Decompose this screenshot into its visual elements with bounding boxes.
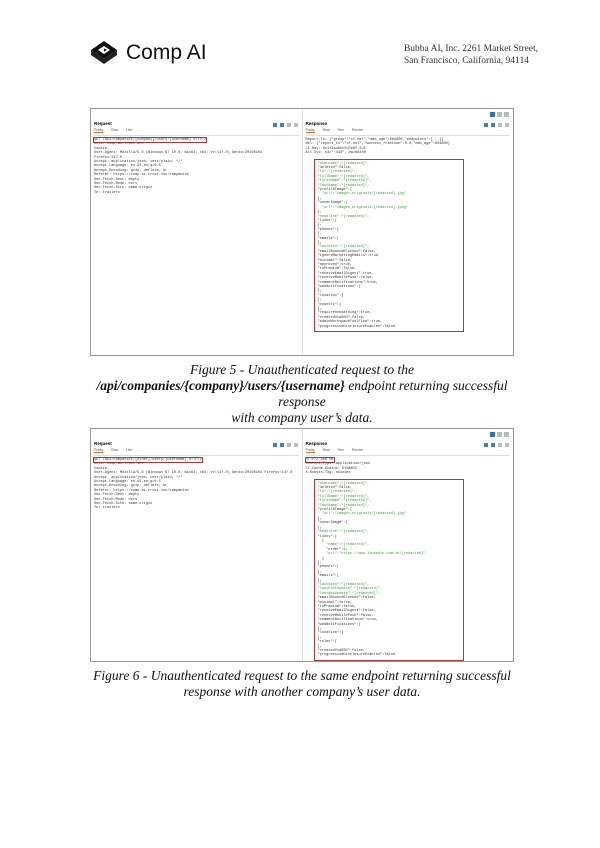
request-line: Accept-Language: en-US,en;q=0.5 xyxy=(94,480,161,485)
menu-icon[interactable] xyxy=(505,443,509,447)
search-icon[interactable] xyxy=(273,123,277,127)
tab-render[interactable]: Render xyxy=(351,448,364,452)
tab-hex[interactable]: Hex xyxy=(337,448,344,452)
json-line: "createdViaSSO":false, xyxy=(317,315,365,320)
json-line: "country":[ xyxy=(317,302,342,307)
json-line: "firstName":"[redacted]", xyxy=(317,499,372,504)
json-line: "deleted":false, xyxy=(317,166,353,171)
json-line: "commentNotifications":true, xyxy=(317,618,378,623)
response-pane xyxy=(302,429,514,661)
json-line: "lastName":"[redacted]", xyxy=(317,183,370,188)
json-line: "adminWorkspaceToolFlow":true, xyxy=(317,320,383,325)
json-line: "webNotifications":[ xyxy=(317,622,361,627)
response-title: Response xyxy=(305,121,328,126)
json-line: ], xyxy=(317,560,322,565)
request-tabs xyxy=(94,446,299,456)
json-line: ], xyxy=(317,627,322,632)
request-pane xyxy=(91,429,302,661)
request-line: GET /api/companies/{other}/users/{username} HTTP/2 xyxy=(94,458,202,462)
request-line: Sec-Fetch-Mode: cors xyxy=(94,497,138,502)
response-header-line: HTTP/2 200 OK xyxy=(305,458,334,462)
tab-raw[interactable]: Raw xyxy=(322,128,330,132)
tab-hex[interactable]: Hex xyxy=(337,128,344,132)
caption-suffix: endpoint returning successful response xyxy=(278,378,508,409)
response-tabs xyxy=(306,446,511,456)
response-title: Response xyxy=(305,441,328,446)
json-line: ], xyxy=(317,232,322,237)
pretty-toggle-icon[interactable] xyxy=(491,443,495,447)
figure-5-screenshot xyxy=(90,108,514,356)
json-line: "coverImage":{ xyxy=(317,201,348,206)
request-line: Sec-Fetch-Mode: cors xyxy=(94,182,138,187)
request-code xyxy=(94,138,299,195)
json-line: "id":"[redacted]", xyxy=(317,490,357,495)
json-line: "location":[ xyxy=(317,631,344,636)
json-line: }, xyxy=(317,196,322,201)
wrap-icon[interactable] xyxy=(498,443,502,447)
json-line: "emailBounceBlocked":false, xyxy=(317,596,376,601)
response-tabs xyxy=(306,126,511,136)
request-line: Sec-Fetch-Dest: empty xyxy=(94,177,140,182)
json-line: ], xyxy=(317,644,322,649)
json-line: "coverImage":{ xyxy=(317,521,348,526)
json-line: "username":"[redacted]", xyxy=(317,161,370,166)
response-json-highlight xyxy=(314,159,464,332)
editor-toolbar xyxy=(273,123,298,127)
request-title: Request xyxy=(94,441,112,446)
response-header-line: X-Robots-Tag: noindex xyxy=(305,471,351,476)
request-pane xyxy=(91,109,302,355)
json-line: "links":[ xyxy=(317,534,337,539)
json-line: "order":1, xyxy=(317,547,348,552)
request-line: Sec-Fetch-Dest: empty xyxy=(94,493,140,498)
split-view-icon[interactable] xyxy=(490,112,495,117)
menu-icon[interactable] xyxy=(294,123,298,127)
single-view-icon[interactable] xyxy=(504,112,509,117)
json-line: "firstName":"[redacted]", xyxy=(317,179,372,184)
tab-hex[interactable]: Hex xyxy=(126,448,133,452)
response-header-line: Alt-Svc: h3=":443"; ma=86400 xyxy=(305,151,366,156)
json-line: "minimal":false, xyxy=(317,600,353,605)
json-line: ], xyxy=(317,289,322,294)
json-line: "phones":[ xyxy=(317,227,340,232)
json-line: "profileImage":{ xyxy=(317,508,353,513)
json-line: "url":"images_originals/[redacted].jpg" xyxy=(317,192,406,197)
json-line: { xyxy=(317,538,324,543)
figure-6-caption xyxy=(90,668,514,700)
json-line: "profileImage":{ xyxy=(317,188,353,193)
wrap-icon[interactable] xyxy=(287,443,291,447)
json-line: ], xyxy=(317,223,322,228)
response-json-highlight xyxy=(314,479,464,661)
logo-text: Comp AI xyxy=(126,41,207,64)
json-line: "receiveEmailDigest":true, xyxy=(317,271,374,276)
json-line: "approved":true, xyxy=(317,262,353,267)
request-line: Cookie: xyxy=(94,466,110,471)
json-line: "lastSeen":"[redacted]", xyxy=(317,582,370,587)
json-line: "commentNotifications":true, xyxy=(317,280,378,285)
json-line: "progressiveDisclosureEnabled":false xyxy=(317,653,396,658)
search-icon[interactable] xyxy=(484,123,488,127)
menu-icon[interactable] xyxy=(505,123,509,127)
request-line: Accept: application/json, text/plain, */* xyxy=(94,160,183,165)
request-line: Accept-Encoding: gzip, deflate, br xyxy=(94,484,168,489)
json-line: } xyxy=(317,556,324,561)
json-line: ], xyxy=(317,307,322,312)
response-header-line: Nel: {"report_to":"cf-nel","success_fraction":0.0,"max_age":604800} xyxy=(305,142,450,147)
response-header-line: Cf-Cache-Status: DYNAMIC xyxy=(305,466,358,471)
json-line: "minimal":false, xyxy=(317,258,353,263)
request-title: Request xyxy=(94,121,112,126)
request-code xyxy=(94,458,299,511)
json-line: "isPremium":false, xyxy=(317,267,357,272)
request-line: Host: comp-ai.trust.inc xyxy=(94,142,144,147)
response-header-line: Cf-Ray: 9c1f2a4b5c6d7e8f-SJC xyxy=(305,146,366,151)
json-line: "phones":[ xyxy=(317,565,340,570)
tab-raw[interactable]: Raw xyxy=(111,448,119,452)
caption-line-1: Figure 6 - Unauthenticated request to the same endpoint returning successful xyxy=(93,668,511,683)
json-line: "url":"images_originals/[redacted].jpg" xyxy=(317,512,406,517)
json-line: "receiveMobilePush":false, xyxy=(317,613,374,618)
request-line: Accept-Encoding: gzip, deflate, br xyxy=(94,168,168,173)
response-pane xyxy=(302,109,514,355)
tab-hex[interactable]: Hex xyxy=(126,128,133,132)
wrap-icon[interactable] xyxy=(498,123,502,127)
json-line: "emails":[ xyxy=(317,574,340,579)
editor-toolbar xyxy=(484,123,509,127)
json-line: ], xyxy=(317,635,322,640)
caption-line-2: response with another company’s user data. xyxy=(183,684,421,699)
tab-raw[interactable]: Raw xyxy=(111,128,119,132)
figure-6-screenshot xyxy=(90,428,514,662)
json-line: }, xyxy=(317,516,322,521)
horizontal-view-icon[interactable] xyxy=(497,112,502,117)
request-line: Firefox/147.0 xyxy=(94,155,123,160)
request-line: Referer: https://comp-ai.trust.inc/companies xyxy=(94,173,189,178)
request-line: User-Agent: Mozilla/5.0 (Windows NT 10.0; Win64; x64; rv:147.0) Gecko/20100101 xyxy=(94,151,263,156)
caption-line-2 xyxy=(90,378,514,410)
json-line: ], xyxy=(317,578,322,583)
caption-line-1: Figure 5 - Unauthenticated request to the xyxy=(190,362,414,377)
response-headers xyxy=(306,138,511,156)
json-line: "fullName":"[redacted]", xyxy=(317,494,370,499)
request-tabs xyxy=(94,126,299,136)
caption-endpoint: /api/companies/{company}/users/{username} xyxy=(96,378,345,393)
json-line: "username":"[redacted]", xyxy=(317,481,370,486)
search-icon[interactable] xyxy=(273,443,277,447)
json-line: "progressiveDisclosureEnabled":false xyxy=(317,324,396,329)
search-icon[interactable] xyxy=(484,443,488,447)
json-line: "fullName":"[redacted]", xyxy=(317,174,370,179)
pretty-toggle-icon[interactable] xyxy=(280,443,284,447)
tab-pretty[interactable]: Pretty xyxy=(305,128,315,132)
tab-render[interactable]: Render xyxy=(351,128,364,132)
json-line: ], xyxy=(317,240,322,245)
single-view-icon[interactable] xyxy=(504,432,509,437)
json-line: "name":"[redacted]", xyxy=(317,543,370,548)
figure-5-caption xyxy=(90,362,514,426)
caption-line-3: with company user’s data. xyxy=(231,410,373,425)
request-line: Cookie: xyxy=(94,146,110,151)
layout-view-toggles xyxy=(490,112,509,117)
request-line: Referer: https://comp-ai.trust.inc/companies xyxy=(94,488,189,493)
json-line: "createdViaSSO":false, xyxy=(317,649,365,654)
request-line: Sec-Fetch-Site: same-origin xyxy=(94,502,153,507)
request-line: Accept: application/json, text/plain, */* xyxy=(94,475,183,480)
json-line: "requireOnboarding":true, xyxy=(317,311,372,316)
json-line: "lastPostUpdate":"[redacted]", xyxy=(317,587,383,592)
tab-raw[interactable]: Raw xyxy=(322,448,330,452)
json-line: "headline":"[redacted]", xyxy=(317,214,370,219)
json-line: ], xyxy=(317,569,322,574)
company-address xyxy=(404,43,538,67)
json-line: "lastSeen":"[redacted]", xyxy=(317,245,370,250)
json-line: }, xyxy=(317,525,322,530)
request-line: Host: comp-ai.trust.inc xyxy=(94,462,144,467)
tab-pretty[interactable]: Pretty xyxy=(305,448,315,452)
request-line: Te: trailers xyxy=(94,506,120,511)
json-line: }, xyxy=(317,210,322,215)
address-line-1: Bubba AI, Inc. 2261 Market Street, xyxy=(403,44,538,54)
json-line: "emailBounceBlocked":false, xyxy=(317,249,376,254)
request-line: Accept-Language: en-US,en;q=0.5 xyxy=(94,164,161,169)
json-line: "location":[ xyxy=(317,293,344,298)
json-line: "url":"images_originals/[redacted].jpeg" xyxy=(317,205,409,210)
json-line: "links":[ xyxy=(317,218,337,223)
response-headers xyxy=(306,458,511,476)
request-line: Sec-Fetch-Site: same-origin xyxy=(94,186,153,191)
request-line: Te: trailers xyxy=(94,190,120,195)
comp-ai-logo xyxy=(90,40,207,66)
layout-view-toggles xyxy=(490,432,509,437)
json-line: ], xyxy=(317,298,322,303)
json-line: "roles":[ xyxy=(317,640,337,645)
json-line: "deleted":false, xyxy=(317,486,353,491)
json-line: "lastName":"[redacted]", xyxy=(317,503,370,508)
json-line: "id":"[redacted]", xyxy=(317,170,357,175)
request-line: GET /api/companies/{company}/users/{username} HTTP/2 xyxy=(94,138,207,142)
json-line: "emails":[ xyxy=(317,236,340,241)
pretty-toggle-icon[interactable] xyxy=(491,123,495,127)
menu-icon[interactable] xyxy=(294,443,298,447)
editor-toolbar xyxy=(273,443,298,447)
split-view-icon[interactable] xyxy=(490,432,495,437)
json-line: "lastWebUpdate":"[redacted]", xyxy=(317,591,381,596)
json-line: "url":"https://www.linkedin.com/in/[redacted]" xyxy=(317,552,426,557)
tab-pretty[interactable]: Pretty xyxy=(94,128,104,132)
pretty-toggle-icon[interactable] xyxy=(280,123,284,127)
horizontal-view-icon[interactable] xyxy=(497,432,502,437)
request-line: User-Agent: Mozilla/5.0 (Windows NT 10.0; Win64; x64; rv:147.0) Gecko/20100101 Firefox/147.0 xyxy=(94,471,293,476)
response-header-line: Report-To: {"group":"cf-nel","max_age":604800,"endpoints":[...]} xyxy=(305,138,444,142)
wrap-icon[interactable] xyxy=(287,123,291,127)
response-header-line: Content-Type: application/json xyxy=(305,462,371,467)
comp-ai-logo-icon xyxy=(90,40,118,66)
tab-pretty[interactable]: Pretty xyxy=(94,448,104,452)
json-line: "ignoreMarketingEmails":true, xyxy=(317,254,381,259)
json-line: "receiveEmailDigest":false, xyxy=(317,609,376,614)
address-line-2: San Francisco, California, 94114 xyxy=(403,56,529,66)
json-line: "headline":"[redacted]", xyxy=(317,530,370,535)
json-line: "isPremium":false, xyxy=(317,605,357,609)
editor-toolbar xyxy=(484,443,509,447)
json-line: "receiveMobilePush":false, xyxy=(317,276,374,281)
json-line: "webNotifications":[ xyxy=(317,285,361,289)
